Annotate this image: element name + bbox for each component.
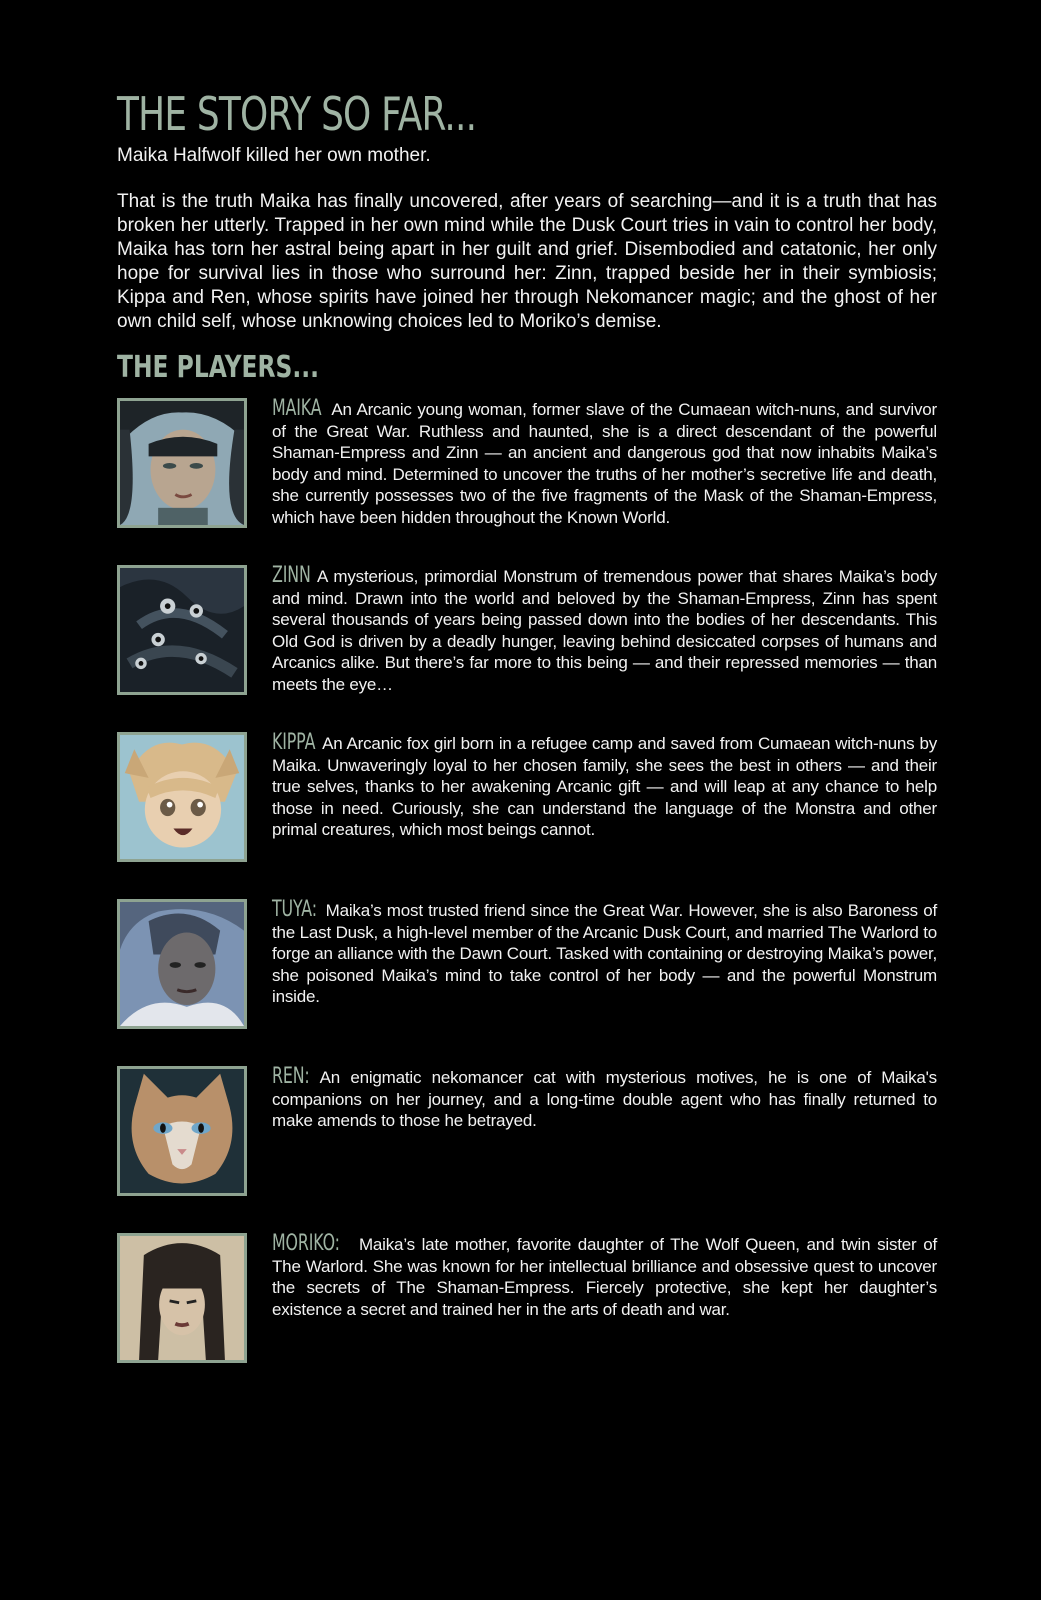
zinn-name: ZINN — [272, 563, 311, 588]
moriko-text: Maika’s late mother, favorite daughter of The Wolf Queen, and twin sister of The Warlord. She was known for her intellectual brilliance and obsessive quest to uncover the secrets of The Shaman-Empress. Fiercely protective, she kept her daughter’s existence a secret and trained her in the arts of death and war. — [272, 1235, 937, 1319]
ren-text: An enigmatic nekomancer cat with mysterious motives, he is one of Maika's companions on her journey, and a long-time double agent who has finally returned to make amends to those he betrayed. — [272, 1068, 937, 1131]
maika-name: MAIKA — [272, 396, 322, 421]
lead-sentence: Maika Halfwolf killed her own mother. — [117, 145, 431, 166]
player-zinn — [117, 565, 937, 701]
player-kippa — [117, 732, 937, 868]
ren-description — [272, 1066, 937, 1132]
player-maika — [117, 398, 937, 534]
ren-name: REN: — [272, 1064, 310, 1089]
kippa-portrait — [117, 732, 247, 862]
kippa-text: An Arcanic fox girl born in a refugee camp and saved from Cumaean witch-nuns by Maika. Unwaveringly loyal to her chosen family, she sees the best in others — and their true selves, thanks to her awakening Arcanic gift — and will leap at any chance to help those in need. Curiously, she can understand the language of the Monstra and other primal creatures, which most beings cannot. — [272, 734, 937, 840]
tuya-description — [272, 899, 937, 1008]
zinn-description — [272, 565, 937, 696]
intro-paragraph: That is the truth Maika has finally uncovered, after years of searching—and it is a truth that has broken her utterly. Trapped in her own mind while the Dusk Court tries in vain to control her body, Maika has torn her astral being apart in her guilt and grief. Disembodied and catatonic, her only hope for survival lies in those who surround her: Zinn, trapped beside her in their symbiosis; Kippa and Ren, whose spirits have joined her through Nekomancer magic; and the ghost of her own child self, whose unknowing choices led to Moriko’s demise. — [117, 191, 937, 332]
maika-description — [272, 398, 937, 529]
ren-portrait — [117, 1066, 247, 1196]
player-ren — [117, 1066, 937, 1202]
players-heading: THE PLAYERS... — [117, 350, 320, 385]
kippa-description — [272, 732, 937, 841]
player-moriko — [117, 1233, 937, 1369]
moriko-description — [272, 1233, 937, 1320]
maika-text: An Arcanic young woman, former slave of the Cumaean witch-nuns, and survivor of the Great War. Ruthless and haunted, she is a direct descendant of the powerful Shaman-Empress and Zinn — an ancient and dangerous god that now inhabits Maika’s body and mind. Determined to uncover the truths of her mother’s secretive life and death, she currently possesses two of the five fragments of the Mask of the Shaman-Empress, which have been hidden throughout the Known World. — [272, 400, 937, 527]
zinn-text: A mysterious, primordial Monstrum of tremendous power that shares Maika’s body and mind. Drawn into the world and beloved by the Shaman-Empress, Zinn has spent several thousands of years being passed down into the bodies of her descendants. This Old God is driven by a deadly hunger, leaving behind desiccated corpses of humans and Arcanics alike. But there’s far more to this being — and their repressed memories — than meets the eye… — [272, 567, 937, 694]
kippa-portrait-art — [120, 735, 244, 859]
tuya-name: TUYA: — [272, 897, 317, 922]
zinn-portrait — [117, 565, 247, 695]
kippa-name: KIPPA — [272, 730, 316, 755]
moriko-portrait — [117, 1233, 247, 1363]
ren-portrait-art — [120, 1069, 244, 1193]
story-page — [117, 88, 937, 1400]
page-title: THE STORY SO FAR... — [117, 87, 477, 141]
moriko-portrait-art — [120, 1236, 244, 1360]
maika-portrait — [117, 398, 247, 528]
tuya-text: Maika’s most trusted friend since the Great War. However, she is also Baroness of the Last Dusk, a high-level member of the Arcanic Dusk Court, and married The Warlord to forge an alliance with the Dawn Court. Tasked with containing or destroying Maika’s power, she poisoned Maika’s mind to take control of her body — and the powerful Monstrum inside. — [272, 901, 937, 1007]
zinn-portrait-art — [120, 568, 244, 692]
maika-portrait-art — [120, 401, 244, 525]
tuya-portrait — [117, 899, 247, 1029]
moriko-name: MORIKO: — [272, 1231, 340, 1256]
player-tuya — [117, 899, 937, 1035]
tuya-portrait-art — [120, 902, 244, 1026]
